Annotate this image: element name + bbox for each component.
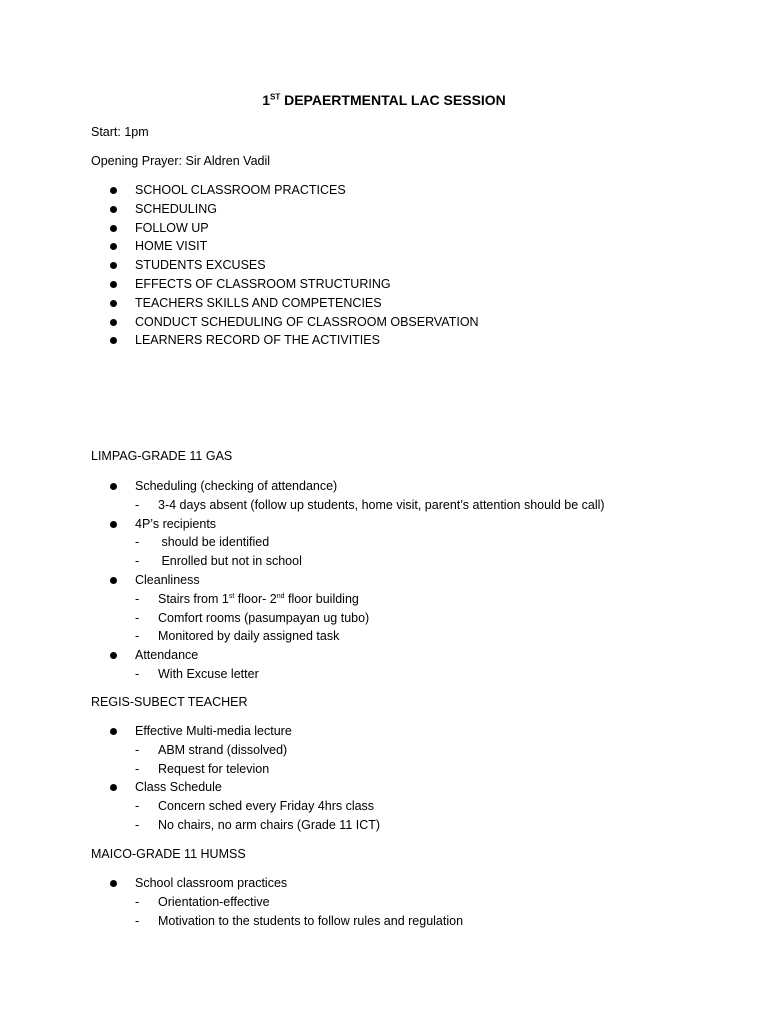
bullet-icon — [110, 521, 117, 528]
list-item: School classroom practices — [91, 874, 731, 893]
sub-item: - With Excuse letter — [91, 665, 731, 684]
dash-marker: - — [135, 591, 140, 606]
dash-marker: - — [135, 913, 140, 928]
opening-prayer: Opening Prayer: Sir Aldren Vadil — [91, 154, 271, 168]
document-title: 1ST DEPAERTMENTAL LAC SESSION — [262, 92, 506, 108]
sub-item: - No chairs, no arm chairs (Grade 11 ICT) — [91, 816, 731, 835]
dash-marker: - — [135, 535, 140, 550]
sub-item: - should be identified — [91, 533, 731, 552]
section-heading-limpag: LIMPAG-GRADE 11 GAS — [91, 449, 233, 463]
list-item: Class Schedule — [91, 778, 731, 797]
dash-marker: - — [135, 497, 140, 512]
dash-marker: - — [135, 666, 140, 681]
bullet-icon — [110, 187, 117, 194]
bullet-icon — [110, 319, 117, 326]
agenda-item: FOLLOW UP — [91, 219, 731, 238]
agenda-item: STUDENTS EXCUSES — [91, 256, 731, 275]
bullet-icon — [110, 337, 117, 344]
maico-list — [91, 874, 731, 930]
bullet-icon — [110, 262, 117, 269]
bullet-icon — [110, 281, 117, 288]
bullet-icon — [110, 243, 117, 250]
agenda-item: SCHOOL CLASSROOM PRACTICES — [91, 181, 731, 200]
agenda-item: SCHEDULING — [91, 200, 731, 219]
sub-item: - Request for televion — [91, 760, 731, 779]
bullet-icon — [110, 652, 117, 659]
agenda-item: CONDUCT SCHEDULING OF CLASSROOM OBSERVATION — [91, 313, 731, 332]
bullet-icon — [110, 225, 117, 232]
agenda-item: HOME VISIT — [91, 237, 731, 256]
dash-marker: - — [135, 742, 140, 757]
bullet-icon — [110, 577, 117, 584]
section-heading-maico: MAICO-GRADE 11 HUMSS — [91, 847, 246, 861]
bullet-icon — [110, 206, 117, 213]
dash-marker: - — [135, 629, 140, 644]
bullet-icon — [110, 300, 117, 307]
sub-item: - Comfort rooms (pasumpayan ug tubo) — [91, 609, 731, 628]
sub-item: - Stairs from 1st floor- 2nd floor building — [91, 590, 731, 609]
sub-item: - Motivation to the students to follow rules and regulation — [91, 912, 731, 931]
list-item: Scheduling (checking of attendance) — [91, 477, 731, 496]
agenda-item: EFFECTS OF CLASSROOM STRUCTURING — [91, 275, 731, 294]
bullet-icon — [110, 728, 117, 735]
section-heading-regis: REGIS-SUBECT TEACHER — [91, 695, 248, 709]
dash-marker: - — [135, 610, 140, 625]
dash-marker: - — [135, 761, 140, 776]
bullet-icon — [110, 784, 117, 791]
sub-item: - 3-4 days absent (follow up students, home visit, parent’s attention should be call) — [91, 496, 731, 515]
agenda-item: LEARNERS RECORD OF THE ACTIVITIES — [91, 331, 731, 350]
sub-item: - Monitored by daily assigned task — [91, 627, 731, 646]
dash-marker: - — [135, 894, 140, 909]
list-item: Cleanliness — [91, 571, 731, 590]
start-time: Start: 1pm — [91, 125, 149, 139]
list-item: Attendance — [91, 646, 731, 665]
bullet-icon — [110, 483, 117, 490]
limpag-list — [91, 477, 731, 684]
agenda-list — [91, 181, 731, 350]
sub-item: - ABM strand (dissolved) — [91, 741, 731, 760]
regis-list — [91, 722, 731, 835]
sub-item: - Concern sched every Friday 4hrs class — [91, 797, 731, 816]
bullet-icon — [110, 880, 117, 887]
list-item: 4P’s recipients — [91, 515, 731, 534]
sub-item: - Enrolled but not in school — [91, 552, 731, 571]
dash-marker: - — [135, 799, 140, 814]
sub-item: - Orientation-effective — [91, 893, 731, 912]
dash-marker: - — [135, 554, 140, 569]
list-item: Effective Multi-media lecture — [91, 722, 731, 741]
dash-marker: - — [135, 817, 140, 832]
agenda-item: TEACHERS SKILLS AND COMPETENCIES — [91, 294, 731, 313]
